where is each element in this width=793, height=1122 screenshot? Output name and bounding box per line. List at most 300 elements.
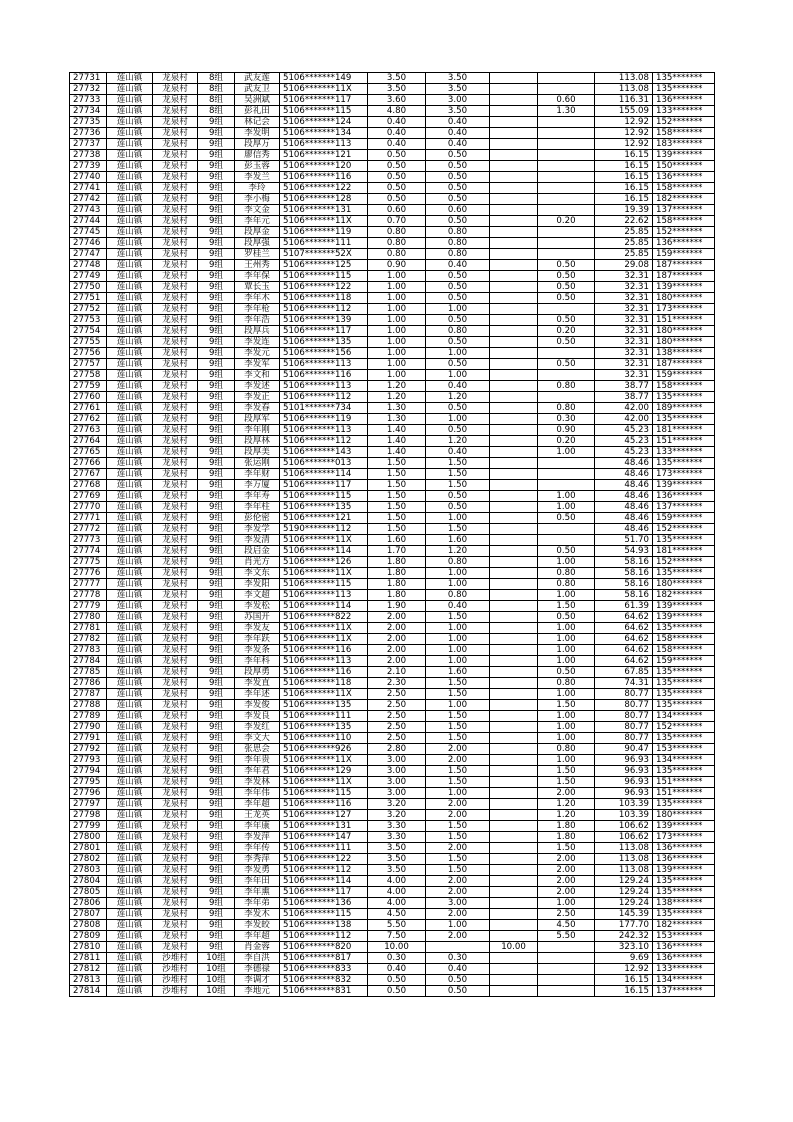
cell-row-id: 27734 (70, 106, 107, 117)
cell-town: 莲山镇 (107, 832, 153, 843)
cell-group: 9组 (198, 623, 235, 634)
cell-amount: 58.16 (595, 568, 653, 579)
cell-col-a: 2.00 (426, 909, 490, 920)
cell-group: 9组 (198, 755, 235, 766)
cell-amount: 113.08 (595, 73, 653, 84)
cell-phone: 139******* (653, 282, 715, 293)
cell-phone: 135******* (653, 678, 715, 689)
cell-row-id: 27806 (70, 898, 107, 909)
cell-col-c (538, 942, 595, 953)
cell-phone: 139******* (653, 601, 715, 612)
cell-id-number: 5106*******116 (280, 645, 368, 656)
cell-town: 莲山镇 (107, 326, 153, 337)
cell-amount: 61.39 (595, 601, 653, 612)
cell-col-c (538, 194, 595, 205)
cell-group: 8组 (198, 84, 235, 95)
cell-total: 0.40 (368, 128, 426, 139)
cell-col-c (538, 304, 595, 315)
cell-group: 10组 (198, 986, 235, 997)
cell-group: 9组 (198, 876, 235, 887)
cell-town: 莲山镇 (107, 590, 153, 601)
table-row (70, 986, 715, 997)
cell-town: 莲山镇 (107, 579, 153, 590)
cell-col-b (490, 722, 538, 733)
cell-name: 张思会 (235, 744, 280, 755)
cell-col-a: 1.50 (426, 458, 490, 469)
cell-name: 李年超 (235, 799, 280, 810)
cell-id-number: 5106*******116 (280, 370, 368, 381)
cell-col-a: 0.50 (426, 986, 490, 997)
cell-col-c: 0.50 (538, 612, 595, 623)
cell-col-c: 1.50 (538, 843, 595, 854)
cell-total: 3.00 (368, 788, 426, 799)
cell-col-a: 1.00 (426, 645, 490, 656)
cell-phone: 135******* (653, 766, 715, 777)
cell-col-a: 1.00 (426, 656, 490, 667)
cell-name: 李发林 (235, 777, 280, 788)
cell-col-b (490, 854, 538, 865)
cell-row-id: 27799 (70, 821, 107, 832)
cell-row-id: 27802 (70, 854, 107, 865)
cell-col-a: 2.00 (426, 843, 490, 854)
table-row (70, 348, 715, 359)
cell-col-b (490, 645, 538, 656)
cell-col-b (490, 601, 538, 612)
cell-col-c: 0.50 (538, 513, 595, 524)
cell-village: 龙泉村 (153, 590, 198, 601)
cell-name: 李年君 (235, 766, 280, 777)
cell-id-number: 5106*******113 (280, 381, 368, 392)
table-row (70, 920, 715, 931)
cell-id-number: 5106*******114 (280, 469, 368, 480)
cell-total: 0.50 (368, 975, 426, 986)
table-row (70, 755, 715, 766)
cell-name: 王州秀 (235, 260, 280, 271)
cell-amount: 38.77 (595, 381, 653, 392)
cell-village: 龙泉村 (153, 194, 198, 205)
cell-phone: 173******* (653, 304, 715, 315)
cell-name: 李玲 (235, 183, 280, 194)
cell-name: 李发红 (235, 722, 280, 733)
cell-amount: 96.93 (595, 777, 653, 788)
cell-amount: 67.85 (595, 667, 653, 678)
cell-village: 龙泉村 (153, 106, 198, 117)
cell-phone: 180******* (653, 326, 715, 337)
cell-total: 0.30 (368, 953, 426, 964)
cell-row-id: 27739 (70, 161, 107, 172)
cell-town: 莲山镇 (107, 546, 153, 557)
cell-col-b (490, 425, 538, 436)
cell-row-id: 27780 (70, 612, 107, 623)
cell-total: 2.10 (368, 667, 426, 678)
cell-group: 8组 (198, 73, 235, 84)
cell-town: 莲山镇 (107, 524, 153, 535)
cell-col-c (538, 238, 595, 249)
cell-col-a: 0.40 (426, 601, 490, 612)
cell-total: 4.00 (368, 887, 426, 898)
cell-town: 莲山镇 (107, 821, 153, 832)
cell-group: 9组 (198, 370, 235, 381)
cell-amount: 58.16 (595, 590, 653, 601)
cell-village: 沙堆村 (153, 975, 198, 986)
cell-village: 龙泉村 (153, 513, 198, 524)
cell-col-c: 1.50 (538, 700, 595, 711)
cell-col-b (490, 403, 538, 414)
cell-col-c: 1.00 (538, 689, 595, 700)
cell-id-number: 5106*******111 (280, 238, 368, 249)
cell-total: 3.50 (368, 84, 426, 95)
cell-village: 龙泉村 (153, 183, 198, 194)
cell-col-b (490, 667, 538, 678)
cell-id-number: 5106*******11X (280, 777, 368, 788)
cell-phone: 151******* (653, 315, 715, 326)
cell-col-c: 0.60 (538, 95, 595, 106)
cell-row-id: 27778 (70, 590, 107, 601)
cell-row-id: 27744 (70, 216, 107, 227)
cell-col-a: 1.50 (426, 854, 490, 865)
cell-town: 莲山镇 (107, 447, 153, 458)
cell-col-a: 0.50 (426, 282, 490, 293)
cell-col-a: 0.50 (426, 403, 490, 414)
cell-town: 莲山镇 (107, 953, 153, 964)
cell-town: 莲山镇 (107, 304, 153, 315)
cell-col-a: 0.50 (426, 337, 490, 348)
cell-phone: 138******* (653, 348, 715, 359)
cell-amount: 48.46 (595, 491, 653, 502)
cell-row-id: 27748 (70, 260, 107, 271)
table-row (70, 799, 715, 810)
cell-name: 李年元 (235, 216, 280, 227)
cell-col-b (490, 491, 538, 502)
cell-id-number: 5106*******116 (280, 667, 368, 678)
cell-col-a: 2.00 (426, 744, 490, 755)
cell-col-a: 1.00 (426, 348, 490, 359)
cell-amount: 90.47 (595, 744, 653, 755)
cell-col-a: 1.60 (426, 535, 490, 546)
cell-phone: 173******* (653, 832, 715, 843)
cell-phone: 134******* (653, 711, 715, 722)
cell-group: 9组 (198, 678, 235, 689)
cell-village: 龙泉村 (153, 557, 198, 568)
cell-row-id: 27790 (70, 722, 107, 733)
table-row (70, 854, 715, 865)
cell-town: 莲山镇 (107, 293, 153, 304)
cell-town: 莲山镇 (107, 975, 153, 986)
cell-town: 莲山镇 (107, 568, 153, 579)
cell-name: 李文大 (235, 733, 280, 744)
table-row (70, 777, 715, 788)
cell-group: 9组 (198, 788, 235, 799)
cell-village: 龙泉村 (153, 205, 198, 216)
cell-amount: 22.62 (595, 216, 653, 227)
cell-amount: 177.70 (595, 920, 653, 931)
cell-amount: 323.10 (595, 942, 653, 953)
cell-col-a: 0.50 (426, 161, 490, 172)
cell-village: 龙泉村 (153, 425, 198, 436)
cell-col-a: 0.40 (426, 964, 490, 975)
table-row (70, 194, 715, 205)
cell-town: 莲山镇 (107, 909, 153, 920)
cell-village: 龙泉村 (153, 689, 198, 700)
cell-col-b (490, 590, 538, 601)
cell-group: 9组 (198, 832, 235, 843)
cell-col-a: 3.50 (426, 73, 490, 84)
cell-phone: 183******* (653, 139, 715, 150)
cell-town: 莲山镇 (107, 744, 153, 755)
cell-phone: 180******* (653, 579, 715, 590)
cell-amount: 64.62 (595, 656, 653, 667)
cell-group: 9组 (198, 326, 235, 337)
cell-col-b (490, 799, 538, 810)
cell-village: 龙泉村 (153, 612, 198, 623)
cell-phone: 135******* (653, 887, 715, 898)
cell-id-number: 5106*******110 (280, 733, 368, 744)
table-row (70, 425, 715, 436)
cell-id-number: 5106*******115 (280, 909, 368, 920)
table-row (70, 568, 715, 579)
cell-amount: 16.15 (595, 150, 653, 161)
cell-row-id: 27762 (70, 414, 107, 425)
cell-id-number: 5106*******118 (280, 293, 368, 304)
table-row (70, 975, 715, 986)
cell-row-id: 27814 (70, 986, 107, 997)
cell-total: 1.50 (368, 491, 426, 502)
cell-total: 0.40 (368, 139, 426, 150)
cell-col-b (490, 920, 538, 931)
cell-total: 3.20 (368, 810, 426, 821)
cell-group: 9组 (198, 667, 235, 678)
cell-town: 莲山镇 (107, 711, 153, 722)
cell-id-number: 5106*******112 (280, 304, 368, 315)
cell-name: 李发元 (235, 348, 280, 359)
cell-town: 莲山镇 (107, 876, 153, 887)
cell-village: 龙泉村 (153, 711, 198, 722)
cell-amount: 103.39 (595, 799, 653, 810)
cell-village: 龙泉村 (153, 535, 198, 546)
cell-col-a: 0.30 (426, 953, 490, 964)
cell-col-b (490, 887, 538, 898)
table-row (70, 161, 715, 172)
cell-total: 1.80 (368, 590, 426, 601)
cell-col-a: 1.50 (426, 711, 490, 722)
cell-village: 龙泉村 (153, 337, 198, 348)
cell-total: 1.50 (368, 480, 426, 491)
cell-amount: 29.08 (595, 260, 653, 271)
cell-col-b (490, 535, 538, 546)
cell-col-b (490, 909, 538, 920)
cell-total: 0.50 (368, 150, 426, 161)
cell-col-c: 0.50 (538, 667, 595, 678)
cell-name: 李发正 (235, 392, 280, 403)
cell-name: 李发春 (235, 403, 280, 414)
cell-town: 莲山镇 (107, 491, 153, 502)
table-row (70, 579, 715, 590)
cell-group: 9组 (198, 491, 235, 502)
cell-village: 龙泉村 (153, 139, 198, 150)
cell-col-c (538, 227, 595, 238)
data-table (69, 72, 715, 997)
cell-phone: 136******* (653, 854, 715, 865)
cell-col-a: 1.20 (426, 436, 490, 447)
table-row (70, 634, 715, 645)
cell-village: 龙泉村 (153, 293, 198, 304)
cell-id-number: 5190*******112 (280, 524, 368, 535)
cell-col-b (490, 931, 538, 942)
cell-amount: 25.85 (595, 238, 653, 249)
cell-row-id: 27733 (70, 95, 107, 106)
cell-row-id: 27782 (70, 634, 107, 645)
cell-name: 廖信秀 (235, 150, 280, 161)
cell-village: 龙泉村 (153, 546, 198, 557)
cell-col-a: 0.40 (426, 381, 490, 392)
cell-amount: 16.15 (595, 975, 653, 986)
cell-row-id: 27773 (70, 535, 107, 546)
cell-town: 莲山镇 (107, 150, 153, 161)
cell-name: 段厚林 (235, 436, 280, 447)
cell-total: 1.40 (368, 436, 426, 447)
cell-group: 9组 (198, 535, 235, 546)
cell-town: 莲山镇 (107, 238, 153, 249)
cell-group: 9组 (198, 887, 235, 898)
cell-group: 9组 (198, 744, 235, 755)
cell-col-b (490, 612, 538, 623)
cell-col-a: 0.40 (426, 447, 490, 458)
cell-town: 莲山镇 (107, 128, 153, 139)
cell-col-a: 0.40 (426, 260, 490, 271)
cell-amount: 96.93 (595, 755, 653, 766)
cell-village: 龙泉村 (153, 810, 198, 821)
cell-town: 莲山镇 (107, 755, 153, 766)
cell-village: 龙泉村 (153, 117, 198, 128)
table-row (70, 535, 715, 546)
cell-name: 段厚兵 (235, 326, 280, 337)
cell-id-number: 5106*******113 (280, 359, 368, 370)
cell-col-a: 2.00 (426, 755, 490, 766)
cell-amount: 25.85 (595, 227, 653, 238)
cell-village: 龙泉村 (153, 480, 198, 491)
cell-amount: 106.62 (595, 821, 653, 832)
cell-col-c (538, 535, 595, 546)
cell-col-a: 2.00 (426, 931, 490, 942)
cell-amount: 45.23 (595, 425, 653, 436)
cell-id-number: 5106*******135 (280, 502, 368, 513)
cell-col-c: 0.80 (538, 678, 595, 689)
table-row (70, 898, 715, 909)
cell-row-id: 27738 (70, 150, 107, 161)
table-row (70, 931, 715, 942)
cell-town: 莲山镇 (107, 656, 153, 667)
cell-town: 莲山镇 (107, 183, 153, 194)
table-row (70, 667, 715, 678)
cell-total: 0.50 (368, 194, 426, 205)
cell-row-id: 27768 (70, 480, 107, 491)
cell-name: 李年浩 (235, 315, 280, 326)
cell-village: 龙泉村 (153, 315, 198, 326)
table-row (70, 150, 715, 161)
cell-col-a: 1.00 (426, 304, 490, 315)
cell-col-b (490, 755, 538, 766)
cell-col-c: 1.00 (538, 502, 595, 513)
cell-amount: 48.46 (595, 469, 653, 480)
cell-total: 0.50 (368, 161, 426, 172)
cell-col-b (490, 216, 538, 227)
cell-col-c: 0.80 (538, 744, 595, 755)
cell-town: 莲山镇 (107, 359, 153, 370)
cell-village: 龙泉村 (153, 249, 198, 260)
cell-col-c: 1.50 (538, 601, 595, 612)
cell-col-b (490, 953, 538, 964)
cell-group: 9组 (198, 282, 235, 293)
cell-name: 李年述 (235, 689, 280, 700)
cell-row-id: 27742 (70, 194, 107, 205)
cell-id-number: 5106*******11X (280, 535, 368, 546)
cell-name: 李调才 (235, 975, 280, 986)
cell-village: 龙泉村 (153, 656, 198, 667)
cell-group: 9组 (198, 271, 235, 282)
cell-total: 2.00 (368, 612, 426, 623)
cell-group: 9组 (198, 810, 235, 821)
cell-village: 沙堆村 (153, 986, 198, 997)
cell-phone: 139******* (653, 821, 715, 832)
cell-col-a: 0.50 (426, 975, 490, 986)
cell-name: 王龙英 (235, 810, 280, 821)
cell-total: 1.20 (368, 381, 426, 392)
cell-town: 莲山镇 (107, 612, 153, 623)
table-row (70, 205, 715, 216)
cell-col-c: 2.00 (538, 887, 595, 898)
cell-col-a: 1.00 (426, 370, 490, 381)
cell-amount: 48.46 (595, 458, 653, 469)
cell-col-b (490, 95, 538, 106)
cell-col-b (490, 194, 538, 205)
cell-col-b (490, 810, 538, 821)
cell-col-b (490, 238, 538, 249)
cell-name: 李年柱 (235, 502, 280, 513)
cell-col-c: 1.00 (538, 755, 595, 766)
cell-total: 0.80 (368, 249, 426, 260)
cell-id-number: 5106*******820 (280, 942, 368, 953)
cell-row-id: 27764 (70, 436, 107, 447)
cell-amount: 12.92 (595, 117, 653, 128)
table-row (70, 304, 715, 315)
cell-group: 9组 (198, 920, 235, 931)
cell-group: 9组 (198, 447, 235, 458)
cell-phone: 159******* (653, 249, 715, 260)
cell-amount: 19.39 (595, 205, 653, 216)
cell-id-number: 5106*******11X (280, 568, 368, 579)
table-row (70, 359, 715, 370)
cell-group: 9组 (198, 425, 235, 436)
cell-col-a: 1.50 (426, 821, 490, 832)
cell-row-id: 27779 (70, 601, 107, 612)
cell-col-a: 1.50 (426, 777, 490, 788)
cell-col-b (490, 513, 538, 524)
cell-col-b (490, 315, 538, 326)
cell-row-id: 27736 (70, 128, 107, 139)
cell-row-id: 27765 (70, 447, 107, 458)
cell-village: 龙泉村 (153, 876, 198, 887)
cell-total: 0.50 (368, 183, 426, 194)
cell-town: 莲山镇 (107, 777, 153, 788)
cell-amount: 74.31 (595, 678, 653, 689)
table-row (70, 513, 715, 524)
cell-id-number: 5106*******11X (280, 84, 368, 95)
cell-col-b (490, 227, 538, 238)
cell-id-number: 5106*******119 (280, 414, 368, 425)
cell-col-c: 1.00 (538, 557, 595, 568)
cell-town: 莲山镇 (107, 700, 153, 711)
cell-village: 龙泉村 (153, 392, 198, 403)
